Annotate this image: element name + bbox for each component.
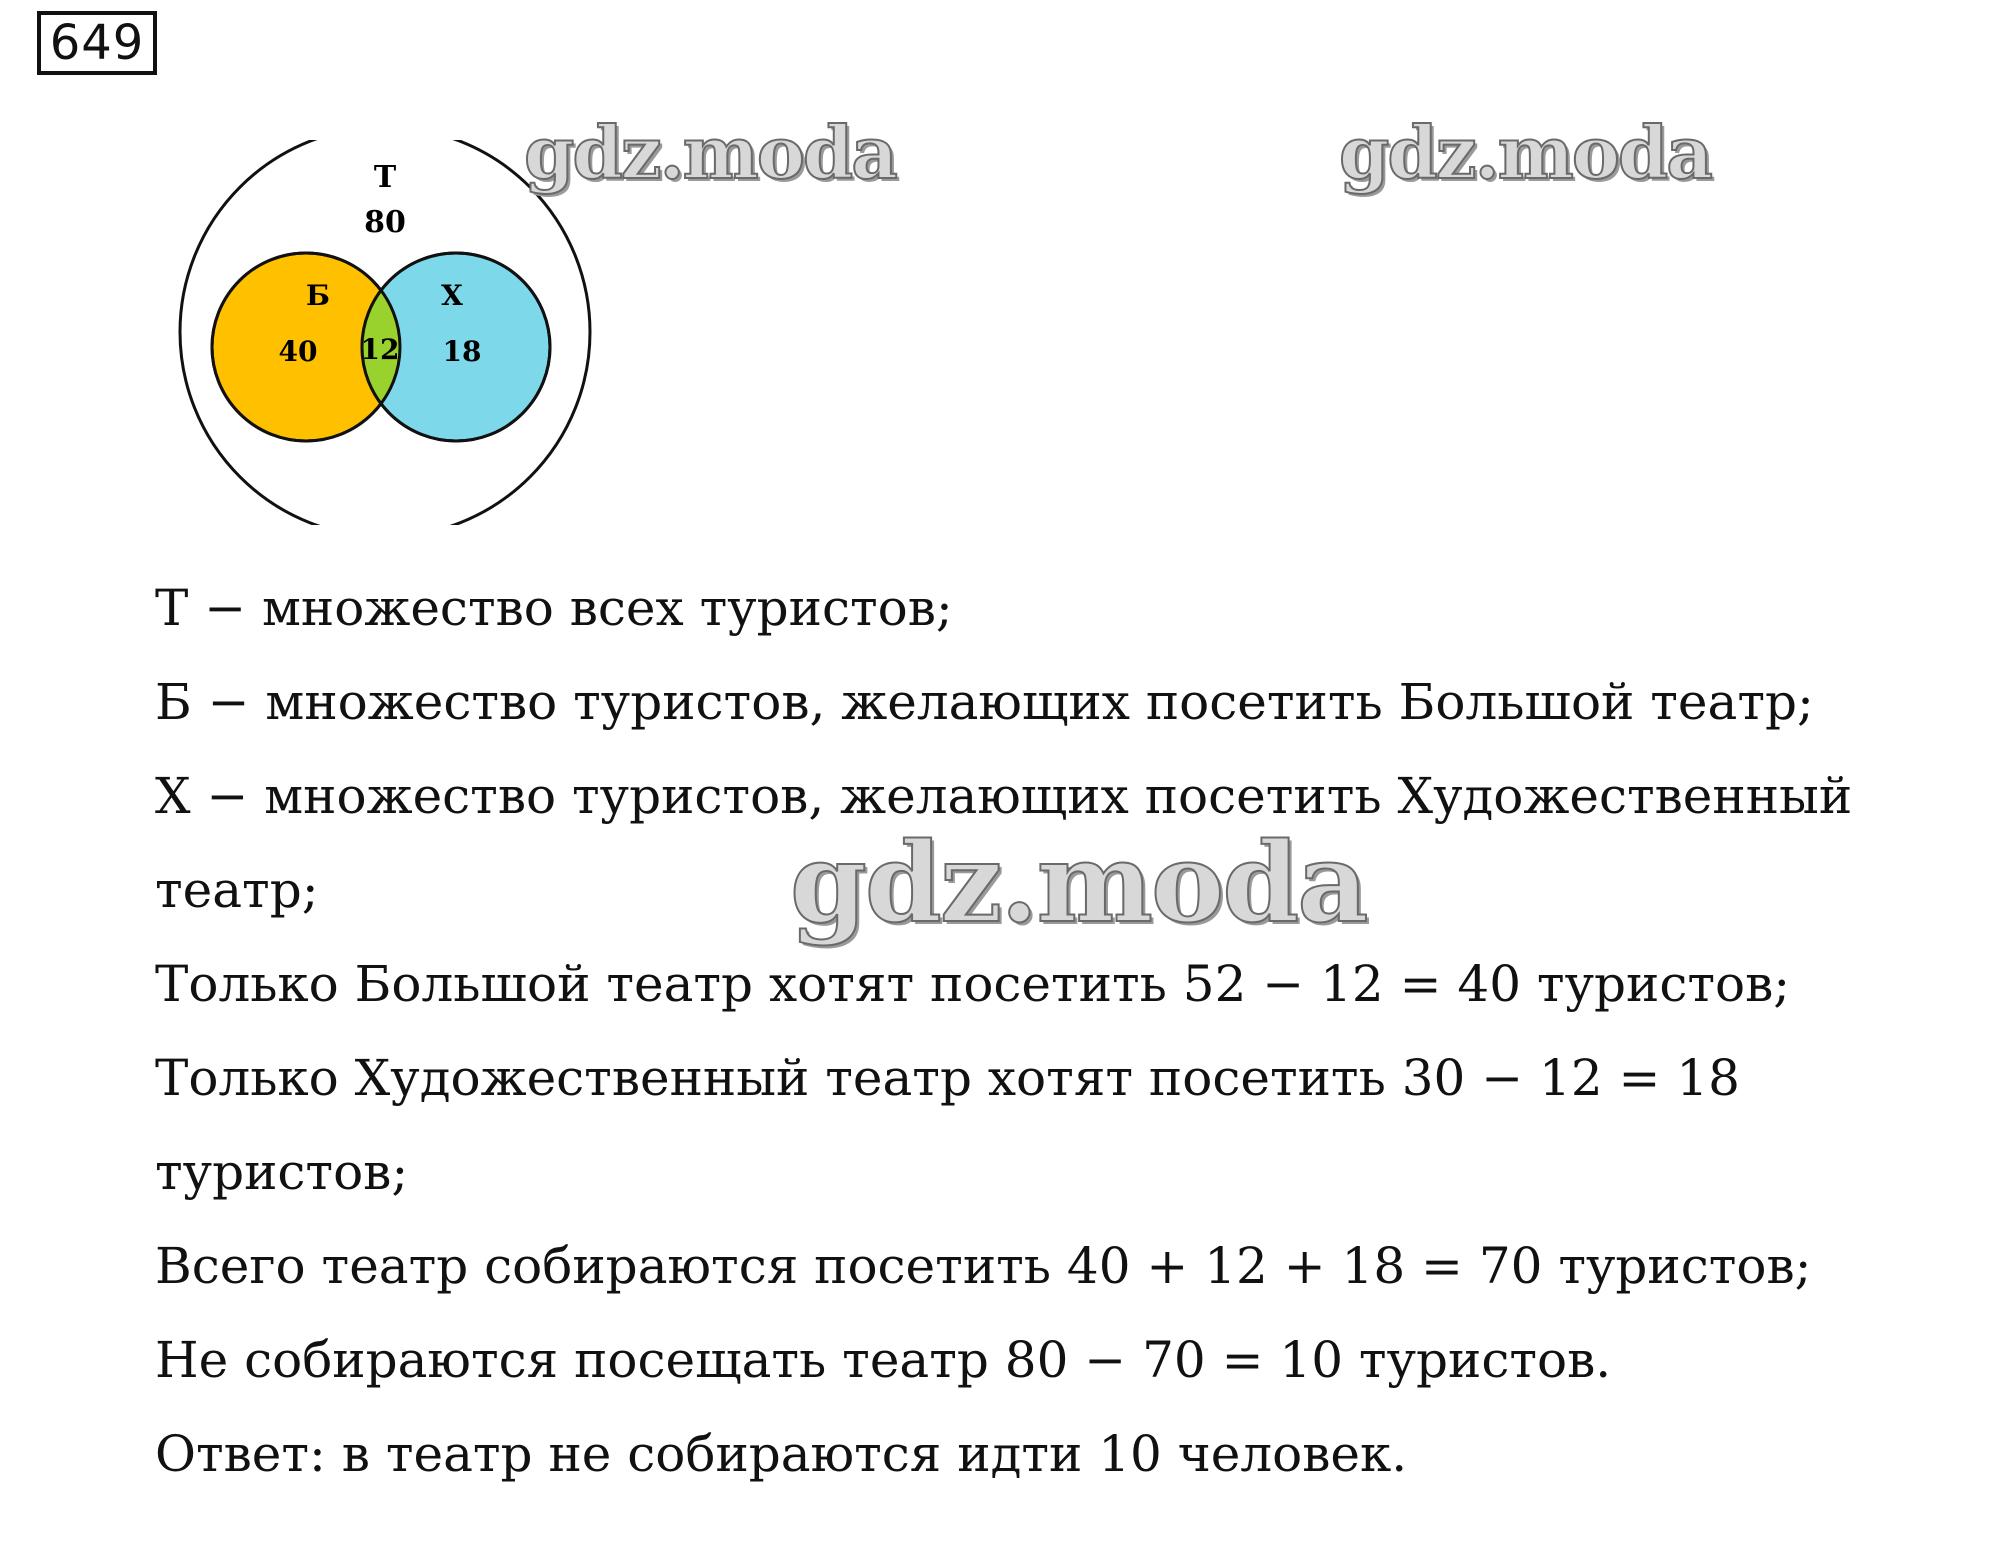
value-x: 18 bbox=[442, 335, 482, 368]
label-t: Т bbox=[373, 160, 397, 195]
value-t: 80 bbox=[364, 205, 406, 240]
text-line-7: туристов; bbox=[155, 1143, 409, 1201]
text-line-9: Не собираются посещать театр 80 − 70 = 10 туристов. bbox=[155, 1331, 1612, 1389]
label-x: Х bbox=[441, 279, 463, 312]
watermark-top-right: gdz.moda bbox=[1339, 110, 1711, 195]
text-line-6: Только Художественный театр хотят посетить 30 − 12 = 18 bbox=[155, 1049, 1740, 1107]
label-b: Б bbox=[306, 279, 330, 312]
text-line-2: Б − множество туристов, желающих посетить Большой театр; bbox=[155, 673, 1814, 731]
value-b: 40 bbox=[278, 335, 318, 368]
text-line-3: Х − множество туристов, желающих посетить Художественный bbox=[155, 767, 1853, 825]
text-line-4: театр; bbox=[155, 861, 319, 919]
text-line-5: Только Большой театр хотят посетить 52 − 12 = 40 туристов; bbox=[155, 955, 1791, 1013]
venn-diagram bbox=[170, 140, 600, 525]
text-line-8: Всего театр собираются посетить 40 + 12 + 18 = 70 туристов; bbox=[155, 1237, 1812, 1295]
answer-line: Ответ: в театр не собираются идти 10 человек. bbox=[155, 1425, 1408, 1483]
text-line-1: Т − множество всех туристов; bbox=[155, 579, 953, 637]
watermark-center: gdz.moda bbox=[790, 818, 1367, 947]
task-number: 649 bbox=[37, 11, 157, 75]
value-intersection: 12 bbox=[360, 333, 400, 366]
watermark-top-left: gdz.moda bbox=[524, 110, 896, 195]
